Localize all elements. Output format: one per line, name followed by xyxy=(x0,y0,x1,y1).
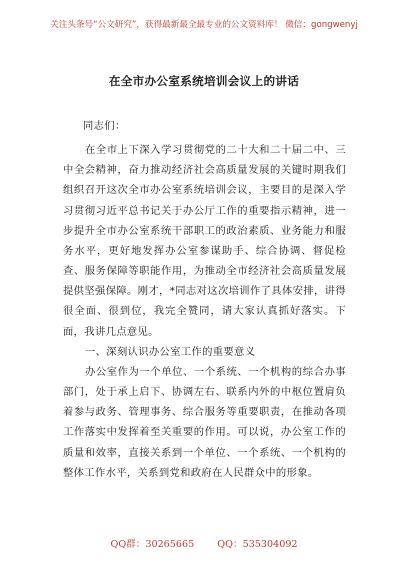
document-title: 在全市办公室系统培训会议上的讲话 xyxy=(108,74,300,88)
footer-qq: QQ：535304092 xyxy=(217,539,298,550)
top-banner: 关注头条号“公文研究”，获得最新最全最专业的公文资料库！ 微信：gongwenyj xyxy=(50,20,358,30)
paragraph-section-1: 办公室作为一个单位、一个系统、一个机构的综合办事部门，处于承上启下、协调左右、联系内外的中枢位置肩负着参与政务、管理事务、综合服务等重要职责，在推动各项工作落实中发挥着至关重要的作用。可以说，办公室工作的质量和效率，直接关系到一个单位、一个系统、一个机构的整体工作水平，关系到党和政府在人民群众中的形象。 xyxy=(63,365,346,479)
section-heading-1: 一、深刻认识办公室工作的重要意义 xyxy=(85,345,256,358)
footer-contact xyxy=(0,536,408,550)
paragraph-intro: 在全市上下深入学习贯彻党的二十大和二十届二中、三中全会精神，奋力推动经济社会高质量发展的关键时期我们组织召开这次全市办公室系统培训会议，主要目的是深入学习贯彻习近平总书记关于办公厅工作的重要指示精神，进一步提升全市办公室系统干部职工的政治素质、业务能力和服务水平，更好地发挥办公室参谋助手、综合协调、督促检查、服务保障等职能作用，为推动全市经济社会高质量发展提供坚强保障。刚才，*同志对这次培训作了具体安排，讲得很全面、很到位，我完全赞同，请大家认真抓好落实。下面，我讲几点意见。 xyxy=(63,144,346,338)
footer-qq-group: QQ群：30265665 xyxy=(110,539,195,550)
document-body xyxy=(63,116,346,483)
salutation: 同志们： xyxy=(83,120,126,132)
